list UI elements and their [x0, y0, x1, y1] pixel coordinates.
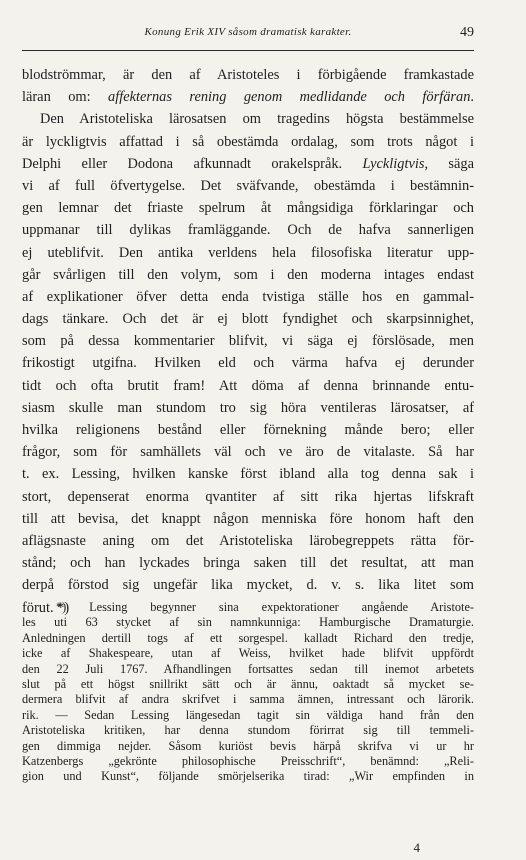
text-line: frikostigt utgifna. Hvilken eld och värma hafva ej derunder — [22, 355, 474, 372]
main-text — [22, 64, 474, 619]
text-line: frågor, som för samhällets väl och ve äro de vitalaste. Så har — [22, 444, 474, 461]
footnote-line: Aristoteliska kritiken, har denna stundom förirrat sig till temmeli- — [22, 723, 474, 738]
footnote-line: gion und Kunst“, följande smörjelserika tirad: „Wir empfinden in — [22, 769, 474, 784]
text-line: aflägsnaste aning om det Aristoteliska lärobegreppets rätta för- — [22, 532, 474, 549]
footnote-line: slut på ett högst snillrikt sätt och är ännu, oaktadt så mycket se- — [22, 676, 474, 691]
text-line: som på dessa kommentarier blifvit, vi säga ej förslösade, men — [22, 333, 474, 350]
text-line: tidt och ofta brutit fram! Att döma af denna brinnande entu- — [22, 377, 474, 394]
text-line: förut. *) — [22, 599, 70, 616]
text-line: Den Aristoteliska lärosatsen om tragedins högsta bestämmelse — [40, 111, 474, 128]
text-line: vi af full öfvertygelse. Det sväfvande, obestämda i bestämnin- — [22, 177, 474, 194]
text-line: stort, depenserat enorma qvantiter af sitt rika hjertas lifskraft — [22, 488, 474, 505]
footnote-line: Katzenbergs „gekrönte philosophische Preisschrift“, benämnd: „Reli- — [22, 753, 474, 768]
page-number: 49 — [460, 25, 474, 40]
text-line: siasm skulle man stundom tro sig höra ventileras lärosatser, af — [22, 399, 474, 416]
header-rule — [22, 50, 474, 51]
book-page — [22, 0, 474, 860]
text-line: t. ex. Lessing, hvilken kanske först ibland alla tog denna sak i — [22, 466, 474, 483]
text-line: dags tänkare. Och det är ej blott fyndighet och skarpsinnighet, — [22, 311, 474, 328]
footnote-line: rik. — Sedan Lessing längesedan tagit sin väldiga hand från den — [22, 707, 474, 722]
running-title: Konung Erik XIV såsom dramatisk karakter. — [144, 26, 352, 38]
text-line: af explikationer öfver detta enda tvistiga ställe hos en gammal- — [22, 288, 474, 305]
text-line: är lyckligtvis affattad i så obestämda ordalag, som trots något i — [22, 133, 474, 150]
text-line: uppmanar till dylikas framläggande. Och de hafva sannerligen — [22, 222, 474, 239]
page-header — [22, 25, 474, 43]
footnote-line: icke af Shakespeare, utan af Weiss, hvilket hade blifvit uppfördt — [22, 646, 474, 661]
text-line: gen lemnar det friaste spelrum åt mångsidiga förklaringar och — [22, 200, 474, 217]
text-line: till att bevisa, det knappt någon menniska före honom haft den — [22, 510, 474, 527]
emphasis: Lyckligtvis — [362, 155, 425, 172]
footnote-line: *) Lessing begynner sina expektorationer angående Aristote- — [56, 600, 474, 614]
signature-mark: 4 — [413, 840, 420, 855]
text-line: blodströmmar, är den af Aristoteles i förbigående framkastade — [22, 67, 474, 83]
text-line: stånd; och han lyckades bringa saken till det resultat, att man — [22, 555, 474, 572]
footnote-line: gen dimmiga nejder. Såsom kuriöst bevis härpå skrifva vi ur hr — [22, 738, 474, 753]
text-line: läran om: affekternas rening genom medlidande och förfäran. — [22, 89, 475, 106]
text-line: ej uteblifvit. Den antika verldens hela filosofiska literatur upp- — [22, 244, 474, 261]
footnote-line: dermera blifvit af andra skrifvet i samma ämnen, intressant och lärorik. — [22, 692, 474, 707]
footnote-line: den 22 Juli 1767. Afhandlingen fortsattes sedan till inemot arbetets — [22, 661, 474, 676]
emphasis: affekternas rening genom medlidande och förfäran — [108, 89, 471, 106]
footnote-line: les uti 63 stycket af sin namnkunniga: Hamburgische Dramaturgie. — [22, 615, 474, 630]
footnote — [22, 600, 474, 785]
text-line: Delphi eller Dodona afkunnadt orakelspråk. Lyckligtvis, säga — [22, 155, 474, 172]
text-line: går svårligen till den volym, som i den moderna intages endast — [22, 266, 474, 283]
text-line: derpå förstod sig ungefär lika mycket, d. v. s. lika litet som — [22, 577, 474, 594]
footnote-line: Anledningen dertill togs af ett sorgespel. kalladt Richard den tredje, — [22, 630, 474, 645]
text-line: hvilka religionens bestånd eller förnekning månde bero; eller — [22, 422, 474, 438]
